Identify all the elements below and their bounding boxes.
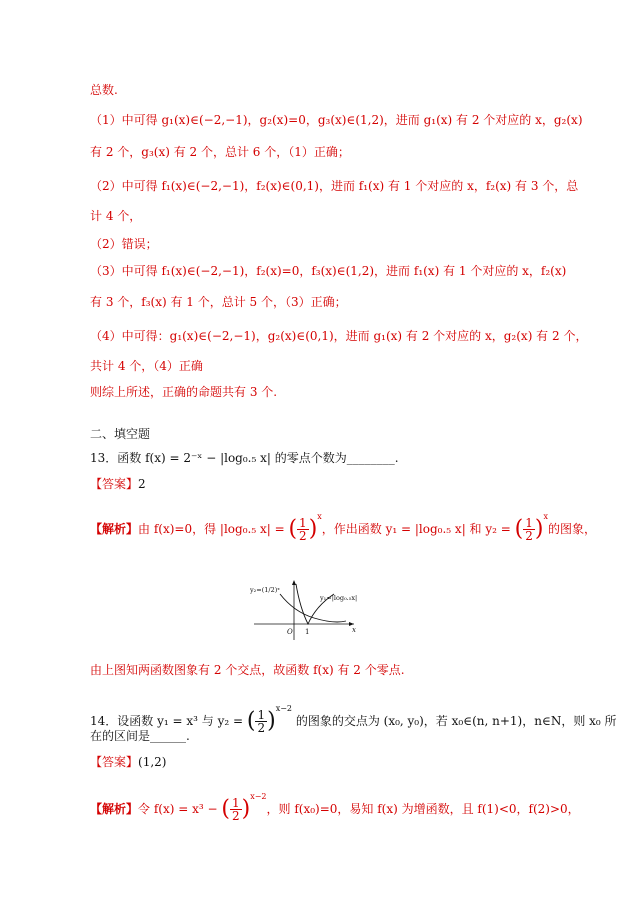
answer-value: 2 [138,477,146,491]
y2-label: y₂=(1/2)ˣ [250,586,281,594]
text-line: 有 3 个，f₃(x) 有 1 个，总计 5 个，（3）正确； [90,295,347,309]
fraction: $\frac{1}{2}$ [525,516,533,543]
answer-14 [90,754,166,770]
question-13: 13．函数 f(x) = 2⁻ˣ − |log₀.₅ x| 的零点个数为________. [90,451,399,465]
text-line: 总数. [90,83,118,97]
question-14-cont: 在的区间是______. [90,729,190,743]
text-line: （2）中可得 f₁(x)∈(−2,−1)，f₂(x)∈(0,1)，进而 f₁(x) 有 1 个对应的 x，f₂(x) 有 3 个，总 [90,179,579,193]
analysis-text: 由 f(x)=0，得 |log₀.₅ x| = [138,522,285,536]
text-line: （1）中可得 g₁(x)∈(−2,−1)，g₂(x)=0，g₃(x)∈(1,2)，进而 g₁(x) 有 2 个对应的 x，g₂(x) [90,113,583,127]
answer-tag: 【答案】 [90,477,139,491]
answer-value: (1,2) [138,755,167,769]
fraction: $\frac{1}{2}$ [231,796,240,823]
y1-label: y₁=|log₀.₅x| [320,594,358,602]
tick-one-label: 1 [305,628,310,636]
analysis-13-conclusion: 由上图知两函数图象有 2 个交点，故函数 f(x) 有 2 个零点. [90,663,405,677]
text-line: 计 4 个， [90,209,142,223]
text-line: 共计 4 个，（4）正确 [90,359,203,373]
text-line: （2）错误； [90,237,158,251]
fraction: $\frac{1}{2}$ [257,708,266,735]
answer-13 [90,476,146,492]
analysis-tag: 【解析】 [90,522,139,536]
text-line: （3）中可得 f₁(x)∈(−2,−1)，f₂(x)=0，f₃(x)∈(1,2)，进而 f₁(x) 有 1 个对应的 x，f₂(x) [90,264,567,278]
question-14: 14．设函数 y₁ = x³ 与 y₂ = ( $\frac{1}{2}$ )$^{x-2}$ 的图象的交点为 (x₀, y₀)，若 x₀∈(n, n+1)，n∈N，则 x₀ 所 [90,704,617,735]
y-axis-arrow [292,580,296,585]
answer-tag: 【答案】 [90,755,139,769]
function-graph [250,578,360,642]
analysis-13: 【解析】由 f(x)=0，得 |log₀.₅ x| = ( $\frac{1}{2}$ )$^x$，作出函数 y₁ = |log₀.₅ x| 和 y₂ = ( $\frac{1}{2}$ )$^x$的图象， [90,512,597,543]
analysis-14: 【解析】令 f(x) = x³ − ( $\frac{1}{2}$ )$^{x-2}$，则 f(x₀)=0，易知 f(x) 为增函数，且 f(1)<0，f(2)>0， [90,792,580,823]
analysis-text: 的图象， [548,522,597,536]
section-heading: 二、填空题 [90,427,151,441]
x-axis-label: x [352,626,356,634]
analysis-tag: 【解析】 [90,802,139,816]
analysis-text: ，作出函数 y₁ = |log₀.₅ x| 和 y₂ = [321,522,511,536]
origin-label: O [287,628,293,636]
text-line: 则综上所述，正确的命题共有 3 个. [90,385,278,399]
text-line: （4）中可得：g₁(x)∈(−2,−1)，g₂(x)∈(0,1)，进而 g₁(x) 有 2 个对应的 x，g₂(x) 有 2 个， [90,329,588,343]
fraction: $\frac{1}{2}$ [299,516,307,543]
text-line: 有 2 个，g₃(x) 有 2 个，总计 6 个，（1）正确； [90,145,350,159]
